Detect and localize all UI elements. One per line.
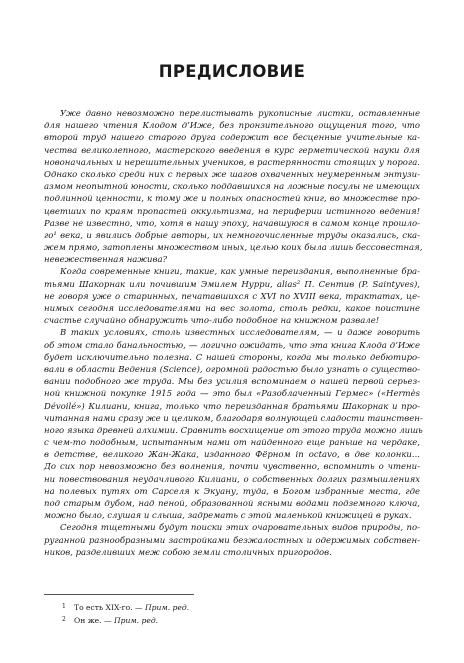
text-line: До сих пор невозможно без волнения, почти чувственно, вспомнить о чтени- [44,462,420,473]
text-line: азмом неопытной юности, сколько поддавшихся на ложные посулы не имеющих [44,182,420,193]
text-line: ной книжной покупке 1915 года — это был «Разоблаченный Гермес» («Hermès [44,389,420,400]
paragraph [44,266,420,327]
text-line: ного языка древней алхимии. Сравнить восхищение от этого труда можно лишь [44,425,423,436]
text-line: Разве не известно, что, хотя в нашу эпоху, начавшуюся в самом конце прошло- [44,218,420,229]
text-line: не говоря уже о старинных, печатавшихся с XVI по XVIII века, трактатах, це- [44,291,420,302]
text-line: Когда современные книги, такие, как умные переиздания, выполненные бра- [60,267,420,278]
text-line: Уже давно невозможно перелистывать рукописные листки, оставленные [60,109,420,119]
text-line: под старым дубом, над пеной, образованной ясными водами подземного ключа, [44,499,420,509]
text-line: об этом стало банальностью, — логично ожидать, что эта книга Клода д’Иже [44,340,420,351]
text-line: В таких условиях, столь известных исследователям, — и даже говорить [60,328,420,339]
text-line: невежественная нажива? [44,255,168,266]
text-line: подлинной ценности, к тому же и полных опасностей книг, во множестве про- [44,194,420,205]
text-line: нимых сегодня исследователями на вес золота, столь редки, какое поистине [44,304,420,314]
text-line: руганной разнообразными застройками безжалостных и одержимых собствен- [44,535,420,546]
paragraph [44,522,420,559]
text-line: вании подобного же труда. Мы без усилия вспоминаем о нашей первой серьез- [44,377,420,388]
footnote-text: Он же. — [74,615,115,625]
paragraph [44,327,423,522]
text-line: для нашего чтения Клодом д’Иже, без пронзительного ощущения того, что [44,121,420,132]
footnote-mark: 2 [62,615,66,623]
text-line: го¹ века, и явились добрые авторы, их немногочисленные труды оказались, ска- [44,230,420,241]
text-line: с чем-то подобным, испытанным нами от найденного еще раньше на чердаке, [44,438,420,449]
text-line: Dévoilé») Килиани, книга, только что переизданная братьями Шакорнак и про- [44,401,420,412]
body-text [44,108,423,559]
text-line: чества великолепного, мастерского введения в курс герметической науки для [44,145,420,156]
footnotes [62,601,189,626]
text-line: вали в области Ведения (Science), огромной радостью было узнать о существо- [44,364,420,375]
text-line: будет исключительно полезна. С нашей стороны, когда мы только дебютиро- [44,352,420,363]
text-line: цветших по краям пропастей оккультизма, на периферии истинного ведения! [44,206,420,217]
text-line: на полевых путях от Сарселя к Экуану, туда, в Богом избранные места, где [44,486,420,497]
text-line: ни повествования неудачливого Килиани, о собственных долгих размышлениях [44,474,420,485]
footnote-editor-note: Прим. ред. [114,615,159,625]
footnote-divider [44,594,194,595]
footnote-text: То есть XIX-го. — [74,603,146,612]
page [44,0,423,663]
text-line: тьями Шакорнак или почившим Эмилем Нурри, alias² П. Сентив (P. Saintyves), [44,279,420,290]
page-title: ПРЕДИСЛОВИЕ [158,62,306,81]
text-line: жем прямо, затоплены множеством иных, целью коих была лишь бессовестная, [44,243,423,254]
text-line: Сегодня тщетными будут поиски этих очаровательных видов природы, по- [60,523,420,534]
text-line: счастье случайно обнаружить что-либо подобное на книжном развале! [44,316,380,327]
text-line: новоначальных и нерешительных учеников, в растерянности стоящих у порога. [44,157,420,168]
text-line: ников, разделивших меж собою земли столичных пригородов. [44,547,332,558]
footnote [62,614,189,627]
text-line: Однако сколько среди них с первых же шагов охваченных неумеренным энтузи- [44,169,420,180]
paragraph [44,108,423,266]
footnote [62,601,189,614]
text-line: можно было, слушая и слыша, задремать с этой маленькой книжицей в руках. [44,511,412,522]
footnote-editor-note: Прим. ред. [145,603,190,612]
footnote-mark: 1 [62,603,66,610]
text-line: второй труд нашего старого друга содержит все бесценные учительные ка- [44,133,420,144]
text-line: читанная нами сразу же и целиком, благодаря волнующей сладости таинствен- [44,413,423,424]
text-line: в детстве, великого Жан-Жака, изданного Фёрном in octavo, в две колонки... [44,450,420,461]
